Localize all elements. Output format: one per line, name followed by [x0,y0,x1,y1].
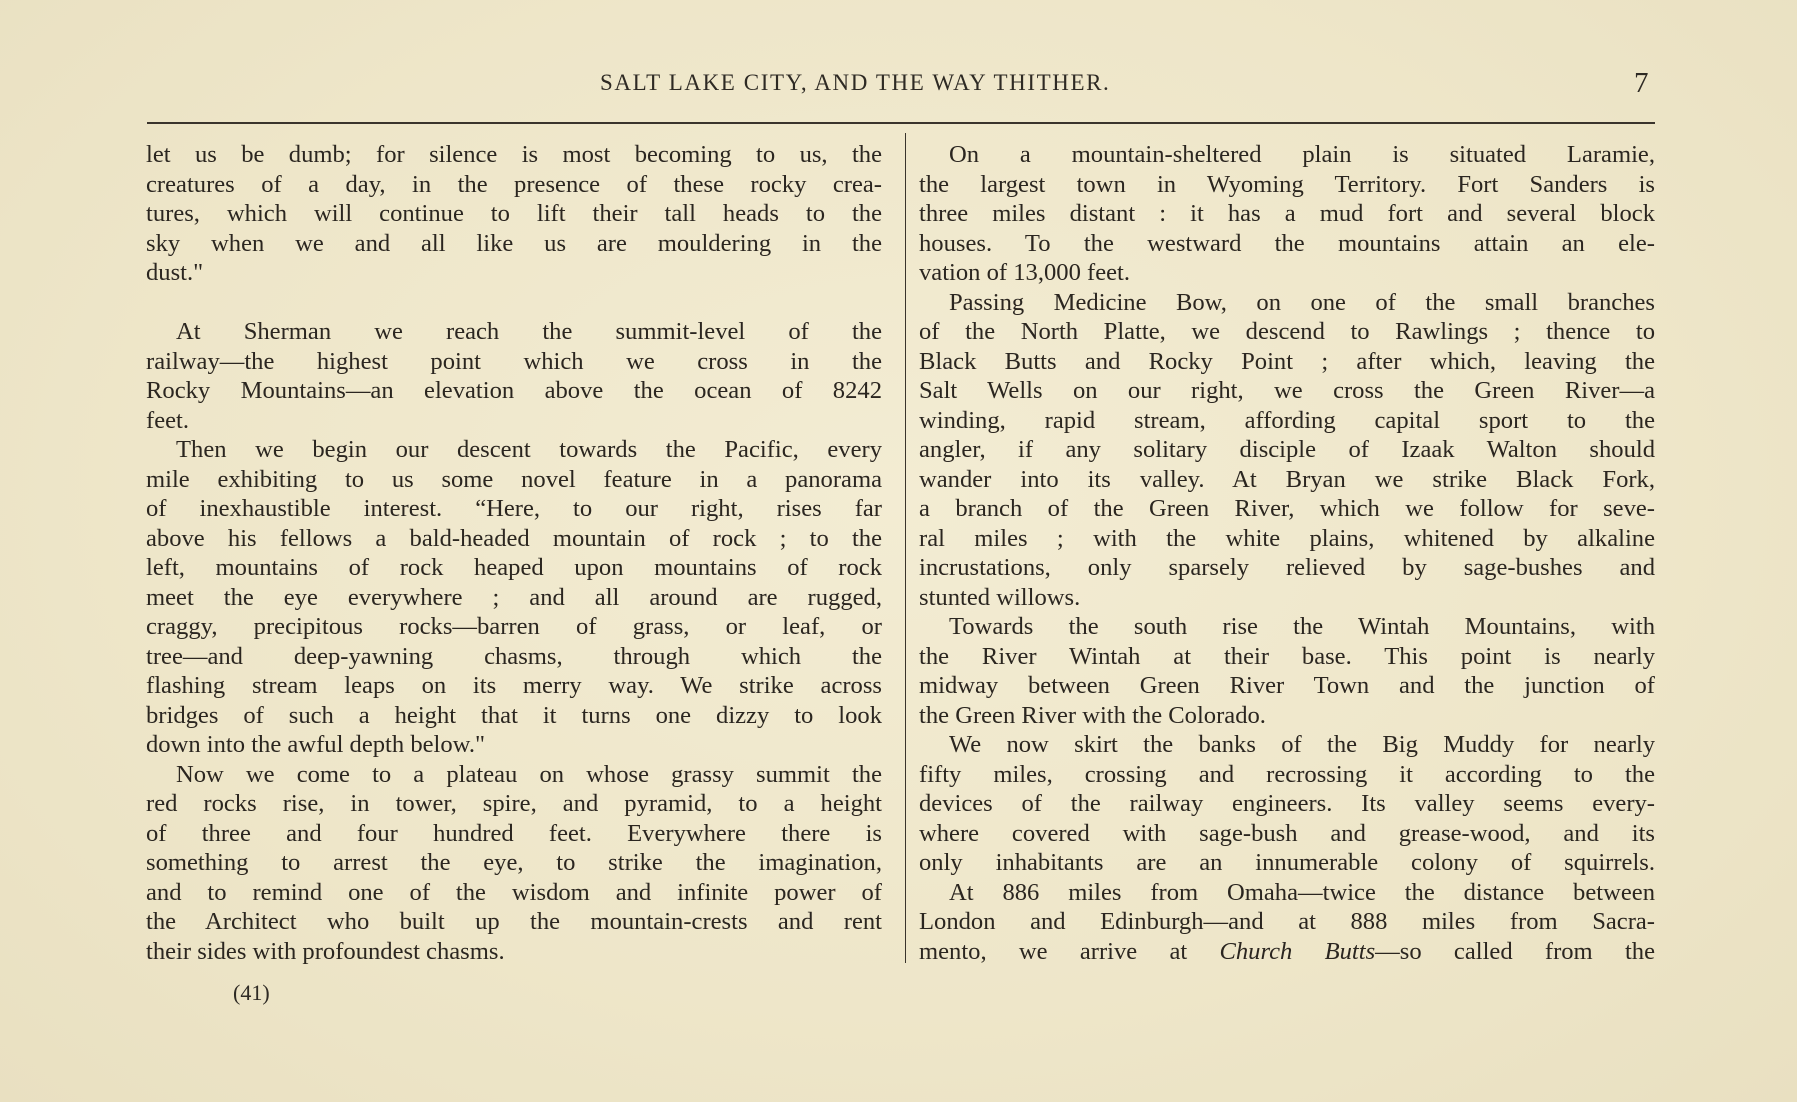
text-line: Passing Medicine Bow, on one of the small branches [949,288,1655,316]
text-line: of the North Platte, we descend to Rawlings ; thence to [919,318,1655,345]
text-line: three miles distant : it has a mud fort and several block [919,200,1655,227]
text-line: of inexhaustible interest. “Here, to our right, rises far [146,495,882,522]
text-line: London and Edinburgh—and at 888 miles from Sacra- [919,908,1655,935]
text-line: Black Butts and Rocky Point ; after which, leaving the [919,347,1655,375]
text-segment: —so called from the [1375,937,1655,965]
text-line: mile exhibiting to us some novel feature in a panorama [146,465,882,493]
page-number: 7 [1634,67,1649,99]
right-column [919,140,1655,966]
text-line: houses. To the westward the mountains attain an ele- [919,229,1655,257]
text-line: down into the awful depth below." [146,731,486,758]
text-line: of three and four hundred feet. Everywhere there is [146,819,882,847]
text-line: let us be dumb; for silence is most becoming to us, the [146,141,882,168]
text-line: a branch of the Green River, which we follow for seve- [919,495,1655,522]
header-rule [147,122,1655,124]
text-line: creatures of a day, in the presence of these rocky crea- [146,170,882,198]
text-line: dust." [146,259,204,286]
text-line: Now we come to a plateau on whose grassy summit the [176,760,882,788]
text-line: and to remind one of the wisdom and infinite power of [146,878,882,906]
text-line: tures, which will continue to lift their tall heads to the [146,200,882,227]
text-line: left, mountains of rock heaped upon mountains of rock [146,554,882,581]
text-line: where covered with sage-bush and grease-wood, and its [919,819,1655,847]
text-line: tree—and deep-yawning chasms, through which the [146,642,882,670]
running-title: SALT LAKE CITY, AND THE WAY THITHER. [600,70,1111,95]
text-line: something to arrest the eye, to strike the imagination, [146,849,882,876]
text-line: Towards the south rise the Wintah Mountains, with [949,613,1655,640]
text-line: red rocks rise, in tower, spire, and pyramid, to a height [146,790,882,817]
text-line: their sides with profoundest chasms. [146,937,505,965]
text-line: the Green River with the Colorado. [919,701,1266,729]
text-line: At Sherman we reach the summit-level of the [176,318,882,345]
text-line: ral miles ; with the white plains, whitened by alkaline [919,524,1655,552]
text-line: flashing stream leaps on its merry way. We strike across [146,672,882,699]
text-line: the Architect who built up the mountain-crests and rent [146,908,882,935]
text-line: railway—the highest point which we cross in the [146,347,882,375]
text-line: only inhabitants are an innumerable colony of squirrels. [919,849,1655,876]
left-column [146,140,882,966]
running-head [0,67,1797,106]
text-line: wander into its valley. At Bryan we strike Black Fork, [919,465,1655,493]
text-line: winding, rapid stream, affording capital sport to the [919,406,1655,434]
text-line [919,937,1655,967]
text-line: the River Wintah at their base. This point is nearly [919,642,1655,670]
text-line: craggy, precipitous rocks—barren of grass, or leaf, or [146,613,882,640]
text-line: meet the eye everywhere ; and all around are rugged, [146,583,882,611]
text-line: On a mountain-sheltered plain is situated Laramie, [949,141,1655,168]
italic-place-name: Church Butts [1219,937,1376,965]
text-line: feet. [146,406,190,434]
text-line: vation of 13,000 feet. [919,259,1131,286]
text-line: devices of the railway engineers. Its valley seems every- [919,790,1655,817]
column-divider [905,133,906,963]
text-line: bridges of such a height that it turns one dizzy to look [146,701,882,729]
text-line: angler, if any solitary disciple of Izaak Walton should [919,436,1655,463]
text-line: stunted willows. [919,583,1081,611]
text-line: above his fellows a bald-headed mountain of rock ; to the [146,524,882,552]
text-line: Then we begin our descent towards the Pacific, every [176,436,882,463]
text-line: sky when we and all like us are mouldering in the [146,229,882,257]
text-line: the largest town in Wyoming Territory. Fort Sanders is [919,170,1655,198]
signature-mark: (41) [233,980,270,1005]
text-line: We now skirt the banks of the Big Muddy for nearly [949,731,1655,758]
text-line: Rocky Mountains—an elevation above the ocean of 8242 [146,377,882,404]
text-line: fifty miles, crossing and recrossing it according to the [919,760,1655,788]
text-line: midway between Green River Town and the junction of [919,672,1655,699]
text-line: Salt Wells on our right, we cross the Green River—a [919,377,1655,404]
paragraph-gap [146,288,882,318]
text-line: incrustations, only sparsely relieved by sage-bushes and [919,554,1655,581]
text-segment: mento, we arrive at [919,937,1220,965]
text-line: At 886 miles from Omaha—twice the distance between [949,878,1655,906]
